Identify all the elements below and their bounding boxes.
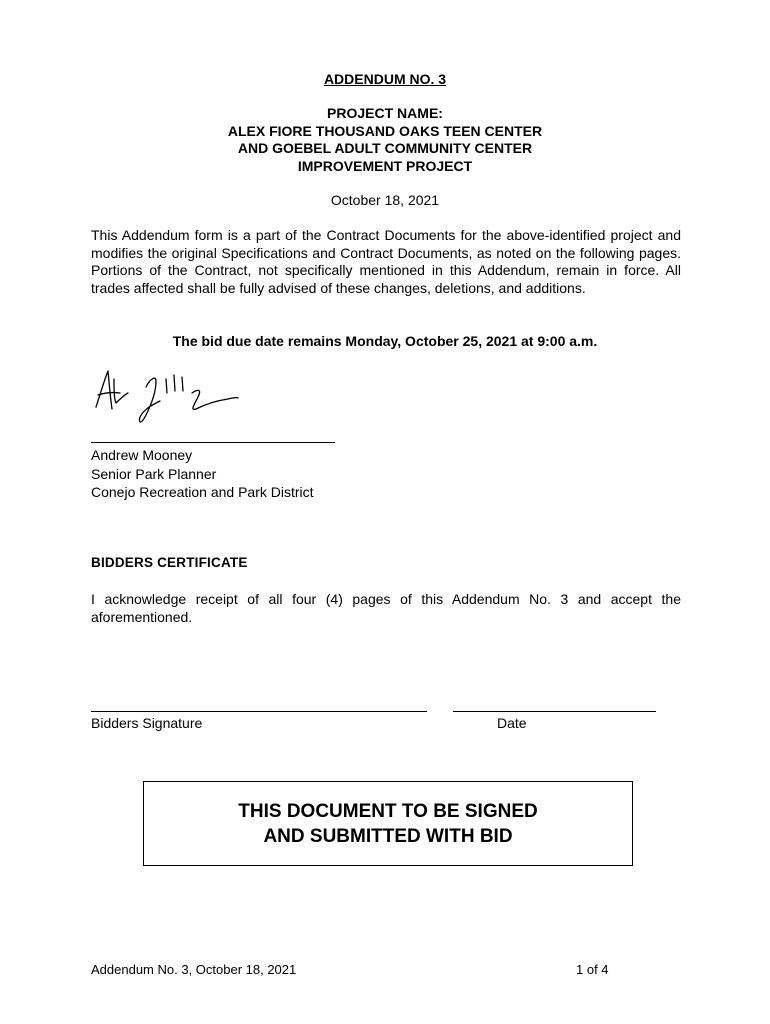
- signer-signature-line: [91, 442, 335, 443]
- signer-title: Senior Park Planner: [91, 465, 217, 482]
- project-line-3: IMPROVEMENT PROJECT: [297, 157, 473, 174]
- project-label: PROJECT NAME:: [327, 105, 443, 121]
- project-name-block: [0, 105, 770, 175]
- document-date: October 18, 2021: [330, 192, 440, 208]
- date-label: Date: [497, 715, 527, 731]
- project-line-2: AND GOEBEL ADULT COMMUNITY CENTER: [237, 140, 533, 156]
- bidder-signature-label: Bidders Signature: [91, 715, 203, 731]
- submit-notice-line-2: AND SUBMITTED WITH BID: [263, 825, 513, 847]
- certificate-heading: BIDDERS CERTIFICATE: [91, 555, 248, 570]
- signer-block: [91, 446, 314, 502]
- handwritten-signature: [90, 365, 250, 435]
- certificate-text: I acknowledge receipt of all four (4) pages of this Addendum No. 3 and accept the aforementioned.: [91, 591, 681, 625]
- date-line[interactable]: [453, 711, 656, 712]
- intro-paragraph: This Addendum form is a part of the Contract Documents for the above-identified project and modifies the original Specifications and Contract Documents, as noted on the following pages. Portions of the Contract, not specifically mentioned in this Addendum, remain in force. All trades affected shall be fully advised of these changes, deletions, and additions.: [91, 227, 681, 296]
- submit-notice-line-1: THIS DOCUMENT TO BE SIGNED: [238, 800, 538, 822]
- bid-due-notice: The bid due date remains Monday, October 25, 2021 at 9:00 a.m.: [172, 333, 598, 349]
- page-number: 1 of 4: [576, 962, 609, 977]
- bidder-signature-line[interactable]: [91, 711, 427, 712]
- footer-reference: Addendum No. 3, October 18, 2021: [91, 962, 297, 977]
- signer-organization: Conejo Recreation and Park District: [91, 484, 314, 500]
- submit-notice-box: [143, 781, 633, 866]
- signer-name: Andrew Mooney: [91, 447, 193, 463]
- document-title: ADDENDUM NO. 3: [323, 71, 447, 87]
- project-line-1: ALEX FIORE THOUSAND OAKS TEEN CENTER: [227, 122, 543, 139]
